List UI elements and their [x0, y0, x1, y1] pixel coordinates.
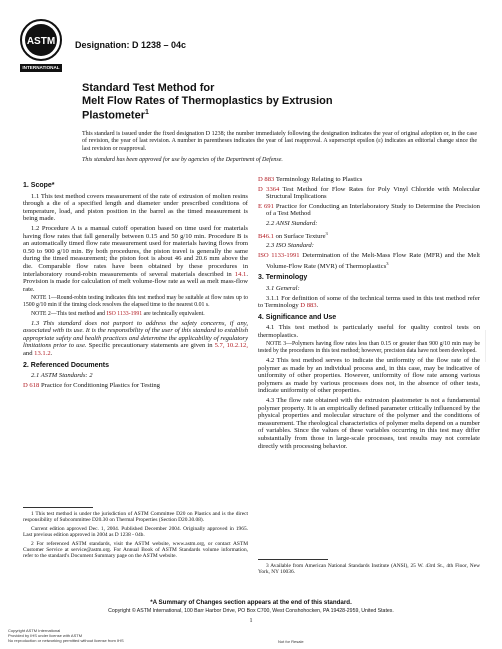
astm-logo [18, 18, 64, 78]
note-2-end: are technically equivalent. [142, 310, 205, 317]
ref-link-5-7[interactable]: 5.7, 10.2.12, [214, 342, 249, 350]
ref-d618-text: Practice for Conditioning Plastics for Testing [39, 381, 160, 389]
footnote-1: 1 This test method is under the jurisdiction of ASTM Committee D20 on Plastics and is the direct responsibility of Subcommittee D20.30 on Thermal Properties (Section D20.30.08). [23, 511, 248, 524]
para-1-2-text: 1.2 Procedure A is a manual cutoff operation based on time used for materials having flow rates that fall generally between 0.15 and 50 g/10 min. Procedure B is an automatically timed flow rate measurement used for materials having flows from 0.50 to 900 g/10 min. By both procedures, the piston travel is generally the same during the timed measurement; the piston foot is about 46 and 20.6 mm above the die. Comparable flow rates have been obtained by these procedures in interlaboratory round-robin measurements of several materials described in [23, 224, 248, 278]
ref-link-iso[interactable]: ISO 1133-1991 [258, 251, 300, 259]
note-3: NOTE 3—Polymers having flow rates less than 0.15 or greater than 900 g/10 min may be tested by the procedures in this test method; however, precision data have not been developed. [258, 341, 480, 355]
side-watermark: ———————— [482, 330, 487, 362]
designation: Designation: D 1238 – 04c [75, 40, 187, 50]
ref-iso-item: ISO 1133-1991 Determination of the Melt-Mass Flow Rate (MFR) and the Melt Volume-Flow Rate (MVR) of Thermoplastics$^3$ [258, 251, 480, 270]
ref-iso-text: Determination of the Melt-Mass Flow Rate (MFR) and the Melt Volume-Flow Rate (MVR) of Thermoplastics [266, 251, 480, 270]
copyright-line: Copyright © ASTM International, 100 Barr Harbor Drive, PO Box C700, West Conshohocken, PA 19428-2959, United States. [108, 608, 394, 614]
para-1-2 [23, 225, 248, 293]
footnote-rule [23, 507, 93, 508]
ref-d618-item [23, 382, 248, 390]
right-column [258, 176, 480, 452]
ref-link-iso-1133[interactable]: ISO 1133-1991 [106, 310, 143, 317]
page-number: 1 [249, 618, 253, 624]
ref-d883-text: Terminology Relating to Plastics [274, 176, 363, 183]
ref-d3364-item [258, 186, 480, 201]
note-2-text: NOTE 2—This test method and [31, 310, 107, 317]
note-2 [23, 311, 248, 318]
para-1-2-end: . Provision is made for calculation of melt volume-flow rate as well as melt mass-flow rate. [23, 270, 248, 293]
ref-link-d3364[interactable]: D 3364 [258, 185, 280, 193]
ref-d883-item [258, 176, 480, 184]
summary-of-changes-note: *A Summary of Changes section appears at the end of this standard. [150, 599, 352, 606]
para-2-2: 2.2 ANSI Standard: [266, 219, 318, 227]
ref-link-e691[interactable]: E 691 [258, 202, 274, 210]
para-1-3-text: Specific precautionary statements are given in [86, 342, 215, 350]
para-3-1-1-text: 3.1.1 For definition of some of the technical terms used in this test method refer to Terminology [258, 294, 480, 310]
ref-b46-item: B46.1 on Surface Texture$^3$ [258, 230, 328, 240]
para-1-1: 1.1 This test method covers measurement of the rate of extrusion of molten resins through a die of a specified length and diameter under prescribed conditions of temperature, load, and piston position in the barrel as the timed measurement is being made. [23, 192, 248, 223]
title-line-3-text: Plastometer [82, 109, 145, 122]
ref-e691-item [258, 203, 480, 218]
title-line-1: Standard Test Method for [82, 82, 215, 94]
footnote-2: 2 For referenced ASTM standards, visit the ASTM website, www.astm.org, or contact ASTM Customer Service at service@astm.org. For Annual Book of ASTM Standards volume information, refer to the standard's Document Summary page on the ASTM website. [23, 540, 248, 560]
ref-b46-text: on Surface Texture [273, 232, 326, 240]
ref-d3364-text: Test Method for Flow Rates for Poly Vinyl Chloride with Molecular Structural Implications [266, 185, 480, 201]
left-footnotes [23, 503, 248, 560]
title-line-3 [82, 107, 462, 122]
section-2-heading: 2. Referenced Documents [23, 361, 109, 369]
ref-link-d883-term[interactable]: D 883 [300, 302, 317, 310]
ref-link-b46[interactable]: B46.1 [258, 232, 274, 240]
footer-line-3: No reproduction or networking permitted without license from IHS [8, 637, 124, 643]
not-for-resale: Not for Resale [278, 639, 304, 644]
license-footer [8, 629, 124, 643]
issued-notice: This standard is issued under the fixed designation D 1238; the number immediately following the designation indicates the year of original adoption or, in the case of revision, the year of last revision. A number in parentheses indicates the year of last reapproval. A superscript epsilon (ε) indicates an editorial change since the last revision or reapproval. [82, 131, 477, 152]
para-3-1-1-end: . [316, 302, 319, 310]
title-line-2: Melt Flow Rates of Thermoplastics by Extrusion [82, 94, 333, 107]
para-3-1-1 [258, 295, 480, 310]
title-footnote-mark: 1 [144, 109, 149, 116]
document-title [82, 82, 462, 122]
ref-link-13-1-2[interactable]: 13.1.2 [34, 350, 51, 358]
para-3-1: 3.1 General: [266, 284, 300, 292]
para-1-3-end: . [50, 350, 53, 358]
footnote-3: 3 Available from American National Standards Institute (ANSI), 25 W. 43rd St., 4th Floor, New York, NY 10036. [258, 563, 480, 576]
para-4-1: 4.1 This test method is particularly useful for quality control tests on thermoplastics. [258, 324, 480, 339]
footnote-rule-right [258, 559, 328, 560]
para-1-3-and: and [23, 350, 35, 358]
para-4-2: 4.2 This test method serves to indicate the uniformity of the flow rate of the polymer as made by an individual process and, in this case, may be indicative of uniformity of other properties. However, uniformity of flow rate among various polymers as made by various processes does not, in the absence of other tests, indicate uniformity of other properties. [258, 357, 480, 395]
para-4-3: 4.3 The flow rate obtained with the extrusion plastometer is not a fundamental polymer property. It is an empirically defined parameter critically influenced by the physical properties and molecular structure of the polymer and the conditions of measurement. The rheological characteristics of polymer melts depend on a number of variables. Since the values of these variables occurring in this test may differ substantially from those in large-scale processes, test results may not correlate directly with processing behavior. [258, 397, 480, 450]
ref-link-14-1[interactable]: 14.1 [234, 270, 247, 278]
right-footnotes [258, 555, 480, 576]
note-1: NOTE 1—Round-robin testing indicates this test method may be suitable at flow rates up to 1500 g/10 min if the timing clock resolves the elapsed time to the nearest 0.01 s. [23, 295, 248, 309]
para-2-3: 2.3 ISO Standard: [266, 242, 314, 250]
footer-line-2: Provided by IHS under license with ASTM [8, 632, 83, 638]
ref-e691-text: Practice for Conducting an Interlaboratory Study to Determine the Precision of a Test Method [266, 202, 480, 218]
logo-text: INTERNATIONAL [22, 65, 60, 70]
svg-text:ASTM: ASTM [26, 36, 56, 47]
section-1-heading: 1. Scope* [23, 182, 55, 189]
section-4-heading: 4. Significance and Use [258, 313, 337, 321]
para-1-3 [23, 320, 248, 358]
footnote-1b: Current edition approved Dec. 1, 2004. Published December 2004. Originally approved in 1965. Last previous edition approved in 2004 as D 1238 - 04b. [23, 525, 248, 539]
ref-link-d618[interactable]: D 618 [23, 381, 40, 389]
left-column [23, 178, 248, 391]
para-2-1: 2.1 ASTM Standards: 2 [31, 372, 93, 380]
para-1-3-safety: 1.3 This standard does not purport to address the safety concerns, if any, associated with its use. It is the responsibility of the user of this standard to establish appropriate safety and health practices and determine the applicability of regulatory limitations prior to use. [23, 319, 248, 350]
dod-approval: This standard has been approved for use by agencies of the Department of Defense. [82, 157, 283, 163]
footer-line-1: Copyright ASTM International [8, 628, 61, 633]
ref-link-d883[interactable]: D 883 [258, 176, 275, 183]
section-3-heading: 3. Terminology [258, 274, 308, 282]
